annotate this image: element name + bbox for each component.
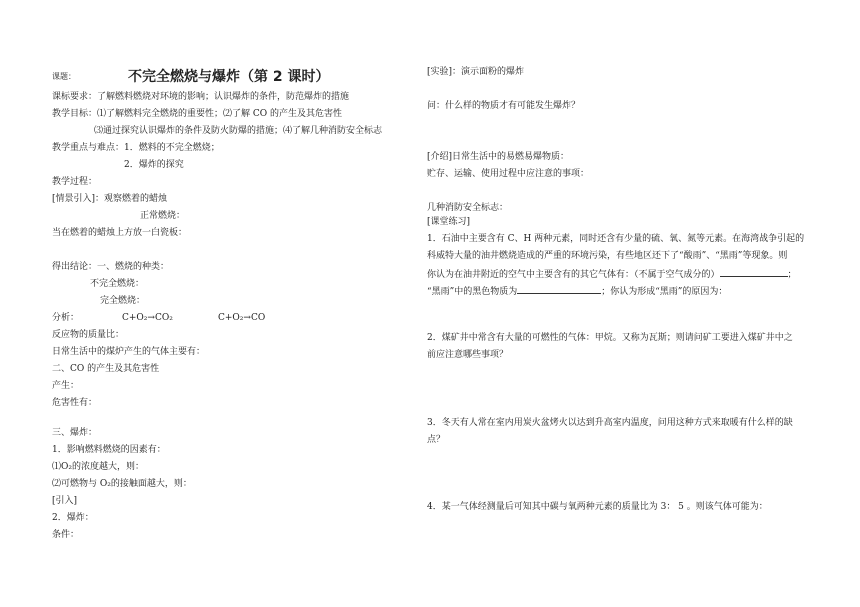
answer-blank-black-substance[interactable]: [517, 284, 601, 294]
scenario-intro: [情景引入]：观察燃着的蜡烛: [52, 194, 168, 204]
equation-co: C+O₂→CO: [218, 313, 266, 323]
exercise-2-line-1: 2．煤矿井中常含有大量的可燃性的气体：甲烷。又称为瓦斯；则请问矿工要进入煤矿井中之: [427, 333, 793, 343]
section-co: 二、CO 的产生及其危害性: [52, 364, 160, 374]
exercise-4: 4．某一气体经测量后可知其中碳与氧两种元素的质量比为 3： 5 。则该气体可能为：: [427, 502, 768, 512]
topic-label: 课题：: [52, 72, 76, 81]
complete-combustion: 完全燃烧：: [100, 296, 146, 306]
factor-contact: ⑵可燃物与 O₂的接触面越大，则：: [52, 479, 192, 489]
factors-heading: 1．影响燃料燃烧的因素有：: [52, 445, 166, 455]
exercise-1-semicolon: ；: [787, 270, 797, 280]
incomplete-combustion: 不完全燃烧：: [90, 279, 145, 289]
co-production: 产生：: [52, 381, 80, 391]
experiment-line: [实验]：演示面粉的爆炸: [427, 67, 525, 77]
conclusion-types: 得出结论：一、燃烧的种类：: [52, 262, 170, 272]
exercise-3-line-2: 点？: [427, 435, 446, 445]
process-heading: 教学过程：: [52, 177, 98, 187]
precautions: 贮存、运输、使用过程中应注意的事项：: [427, 169, 590, 179]
exercise-1-line-2: 科威特大量的油井燃烧造成的严重的环境污染，有些地区还下了“酸雨”、“黑雨”等现象。则: [427, 251, 788, 261]
factor-oxygen: ⑴O₂的浓度越大，则：: [52, 462, 144, 472]
intro-marker: [引入]: [52, 496, 78, 506]
exercise-1-line-4: [427, 284, 727, 298]
teaching-goals-2: ⑶通过探究认识爆炸的条件及防火防爆的措施；⑷了解几种消防安全标志: [94, 126, 383, 136]
analysis-label: 分析：: [52, 313, 80, 323]
conditions-label: 条件：: [52, 530, 80, 540]
exercise-1-line-3-text: 你认为在油井附近的空气中主要含有的其它气体有：（不属于空气成分的）: [427, 270, 720, 280]
answer-blank-gases[interactable]: [720, 267, 788, 277]
exercise-1-line-1: 1．石油中主要含有 C、H 两种元素，同时还含有少量的硫、氧、氮等元素。在海湾战争引起的: [427, 234, 805, 244]
curriculum-requirement: 课标要求：了解燃料燃烧对环境的影响；认识爆炸的条件，防范爆炸的措施: [52, 92, 350, 102]
exercise-1-line-3: [427, 267, 797, 281]
black-rain-label: “黑雨”中的黑色物质为: [427, 287, 518, 297]
mass-ratio: 反应物的质量比：: [52, 330, 125, 340]
normal-combustion: 正常燃烧：: [140, 211, 186, 221]
page-title: 不完全燃烧与爆炸（第 2 课时）: [128, 69, 330, 85]
equation-co2: C+O₂→CO₂: [122, 313, 173, 323]
black-rain-cause: ；你认为形成“黑雨”的原因为：: [601, 287, 728, 297]
exercise-2-line-2: 前应注意哪些事项？: [427, 350, 509, 360]
classroom-practice: [课堂练习]: [427, 217, 471, 227]
safety-signs: 几种消防安全标志：: [427, 203, 509, 213]
question-line: 问：什么样的物质才有可能发生爆炸？: [427, 101, 581, 111]
porcelain-plate: 当在燃着的蜡烛上方放一白瓷板：: [52, 228, 188, 238]
teaching-goals-1: 教学目标：⑴了解燃料完全燃烧的重要性；⑵了解 CO 的产生及其危害性: [52, 109, 342, 119]
section-explosion: 三、爆炸：: [52, 428, 98, 438]
intro-flammables: [介绍]日常生活中的易燃易爆物质：: [427, 152, 570, 162]
key-points-1: 教学重点与难点：1．燃料的不完全燃烧；: [52, 143, 220, 153]
stove-gases: 日常生活中的煤炉产生的气体主要有：: [52, 347, 206, 357]
explosion-heading: 2．爆炸：: [52, 513, 94, 523]
exercise-3-line-1: 3．冬天有人常在室内用炭火盆烤火以达到升高室内温度，问用这种方式来取暖有什么样的缺: [427, 418, 793, 428]
co-hazards: 危害性有：: [52, 398, 98, 408]
key-points-2: 2．爆炸的探究: [124, 160, 184, 170]
